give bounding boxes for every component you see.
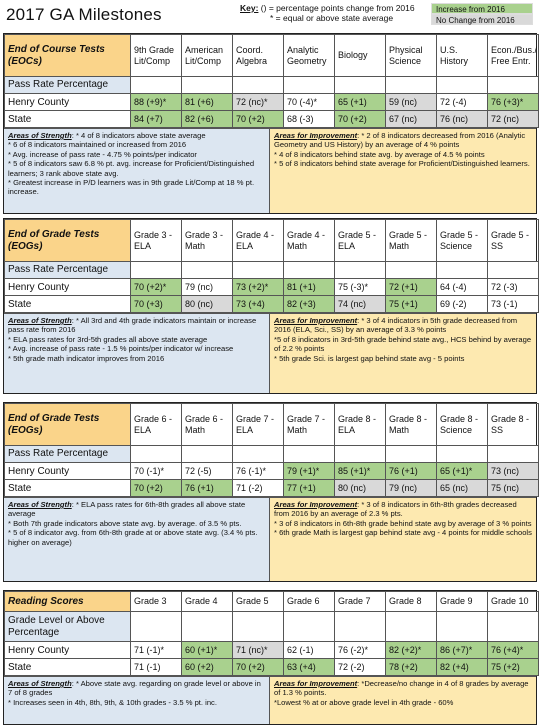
score-cell: 73 (+2)* [233, 279, 284, 296]
metric-label: Pass Rate Percentage [5, 77, 131, 94]
table-row [5, 659, 539, 676]
score-cell: 79 (nc) [386, 480, 437, 497]
score-cell: 71 (-1) [131, 659, 182, 676]
key-line-1: () = percentage points change from 2016 [258, 3, 415, 13]
improvements-note [270, 129, 536, 213]
table-row [5, 480, 539, 497]
key-box [240, 3, 415, 23]
score-cell: 70 (+2) [335, 111, 386, 128]
score-cell: 85 (+1)* [335, 463, 386, 480]
column-header: Grade 8 - SS [488, 404, 539, 446]
column-header: Econ./Bus./ Free Entr. [488, 35, 539, 77]
section-title: Reading Scores [5, 592, 131, 612]
improvements-note [270, 498, 536, 581]
page-title: 2017 GA Milestones [6, 5, 162, 24]
improvements-note-bullet: *5 of 8 indicators in 3rd-5th grade behind state avg., HCS behind by average of 2.2 % points [274, 334, 532, 354]
row-label: State [5, 296, 131, 313]
improvements-note-bullet: * 4 of 8 indicators behind state avg. by average of 4.5 % points [274, 149, 485, 159]
section-title: End of Course Tests (EOCs) [5, 35, 131, 77]
column-header: Analytic Geometry [284, 35, 335, 77]
column-header: Grade 3 - Math [182, 220, 233, 262]
column-header: Grade 7 - ELA [233, 404, 284, 446]
column-header: Grade 7 - Math [284, 404, 335, 446]
strengths-note-bullet: * Avg. increase of pass rate - 4.75 % points/per indicator [8, 149, 197, 159]
score-cell: 69 (-2) [437, 296, 488, 313]
scores-table [4, 403, 539, 497]
score-cell: 72 (nc) [488, 111, 539, 128]
improvements-note-bullet: *Lowest % at or above grade level in 4th grade - 60% [274, 697, 454, 707]
row-label: State [5, 659, 131, 676]
score-cell: 79 (+1)* [284, 463, 335, 480]
table-row [5, 296, 539, 313]
column-header: American Lit/Comp [182, 35, 233, 77]
blank-cell [233, 612, 284, 642]
score-cell: 82 (+6) [182, 111, 233, 128]
strengths-note-bullet: * Greatest increase in P/D learners was in 9th grade Lit/Comp at 18 % pt. increase. [8, 178, 255, 197]
score-cell: 65 (+1)* [437, 463, 488, 480]
column-header: Grade 4 [182, 592, 233, 612]
column-header: Physical Science [386, 35, 437, 77]
column-header: Grade 8 - Math [386, 404, 437, 446]
score-cell: 64 (-4) [437, 279, 488, 296]
score-cell: 60 (+1)* [182, 642, 233, 659]
blank-cell [335, 262, 386, 279]
blank-cell [386, 446, 437, 463]
improvements-note-bullet: * 6th grade Math is largest gap behind state avg - 4 points for middle schools [274, 528, 532, 538]
strengths-note-bullet: * Both 7th grade indicators above state avg. by average. of 3.5 % pts. [8, 518, 242, 528]
row-label: Henry County [5, 94, 131, 111]
score-cell: 73 (-1) [488, 296, 539, 313]
page-header [0, 0, 540, 32]
score-cell: 63 (+4) [284, 659, 335, 676]
blank-cell [488, 446, 539, 463]
column-header: Coord. Algebra [233, 35, 284, 77]
score-cell: 70 (+3) [131, 296, 182, 313]
row-label: Henry County [5, 279, 131, 296]
blank-cell [284, 446, 335, 463]
score-cell: 82 (+4) [437, 659, 488, 676]
score-cell: 77 (+1) [284, 480, 335, 497]
score-cell: 76 (-1)* [233, 463, 284, 480]
blank-cell [131, 262, 182, 279]
scores-table [4, 591, 539, 676]
score-cell: 72 (nc)* [233, 94, 284, 111]
score-cell: 82 (+3) [284, 296, 335, 313]
score-cell: 81 (+6) [182, 94, 233, 111]
strengths-note [4, 314, 270, 393]
blank-cell [182, 77, 233, 94]
blank-cell [284, 262, 335, 279]
legend-increase: Increase from 2016 [431, 3, 533, 14]
score-cell: 72 (-2) [335, 659, 386, 676]
table-row [5, 642, 539, 659]
column-header: Grade 8 [386, 592, 437, 612]
column-header: 9th Grade Lit/Comp [131, 35, 182, 77]
strengths-note-bullet: : * All 3rd and 4th grade indicators maintain or increase pass rate from 2016 [8, 316, 257, 335]
blank-cell [488, 612, 539, 642]
column-header: Grade 6 [284, 592, 335, 612]
improvements-note-bullet: * 5 of 8 indicators behind state average for Proficient/Distinguished learners. [274, 159, 530, 169]
column-header: Grade 6 - ELA [131, 404, 182, 446]
blank-cell [488, 77, 539, 94]
score-cell: 86 (+7)* [437, 642, 488, 659]
notes-panel [4, 128, 536, 213]
results-section [3, 402, 537, 582]
notes-panel [4, 497, 536, 581]
blank-cell [488, 262, 539, 279]
improvements-note-bullet: : * 3 of 8 indicators in 6th-8th grades decreased from 2016 by an average of 2.3 % pts. [274, 500, 517, 519]
blank-cell [284, 612, 335, 642]
blank-cell [437, 446, 488, 463]
blank-cell [386, 262, 437, 279]
column-header: Grade 8 - ELA [335, 404, 386, 446]
scores-table [4, 219, 539, 313]
blank-cell [233, 77, 284, 94]
score-cell: 70 (+2) [233, 659, 284, 676]
score-cell: 72 (-4) [437, 94, 488, 111]
improvements-note [270, 314, 536, 393]
blank-cell [437, 262, 488, 279]
column-header: Grade 5 - SS [488, 220, 539, 262]
row-label: Henry County [5, 463, 131, 480]
strengths-note-bullet: * 5 of 8 indicators saw 6.8 % pt. avg. increase for Proficient/Distinguished learners; 3 rank above state avg. [8, 159, 255, 178]
column-header: Grade 4 - Math [284, 220, 335, 262]
strengths-note-bullet: : * ELA pass rates for 6th-8th grades all above state average [8, 500, 246, 519]
score-cell: 78 (+2) [386, 659, 437, 676]
strengths-note [4, 498, 270, 581]
score-cell: 75 (-3)* [335, 279, 386, 296]
score-cell: 81 (+1) [284, 279, 335, 296]
score-cell: 75 (+1) [386, 296, 437, 313]
score-cell: 80 (nc) [182, 296, 233, 313]
score-cell: 73 (+4) [233, 296, 284, 313]
key-line-2: * = equal or above state average [270, 13, 394, 23]
score-cell: 72 (-5) [182, 463, 233, 480]
improvements-note-bullet: * 5th grade Sci. is largest gap behind state avg - 5 points [274, 353, 465, 363]
score-cell: 65 (+1) [335, 94, 386, 111]
score-cell: 73 (nc) [488, 463, 539, 480]
blank-cell [335, 77, 386, 94]
improvements-note-bullet: : *Decrease/no change in 4 of 8 grades by average of 1.3 % points. [274, 679, 529, 698]
blank-cell [131, 612, 182, 642]
improvements-note-bullet: : * 3 of 4 indicators in 5th grade decreased from 2016 (ELA, Sci., SS) by an average of 3.3 % points [274, 316, 518, 335]
score-cell: 76 (-2)* [335, 642, 386, 659]
column-header: Grade 5 - ELA [335, 220, 386, 262]
score-cell: 59 (nc) [386, 94, 437, 111]
notes-panel [4, 313, 536, 393]
column-header: Grade 6 - Math [182, 404, 233, 446]
score-cell: 72 (-3) [488, 279, 539, 296]
improvements-note-title: Areas for Improvement [274, 316, 358, 325]
blank-cell [386, 612, 437, 642]
row-label: State [5, 480, 131, 497]
score-cell: 70 (+2) [233, 111, 284, 128]
score-cell: 76 (+3)* [488, 94, 539, 111]
strengths-note-bullet: * ELA pass rates for 3rd-5th grades all above state average [8, 334, 208, 344]
strengths-note-bullet: : * 4 of 8 indicators above state average [71, 131, 206, 140]
legend-no-change: No Change from 2016 [431, 14, 533, 25]
blank-cell [335, 446, 386, 463]
improvements-note-title: Areas for Improvement [274, 500, 358, 509]
blank-cell [284, 77, 335, 94]
score-cell: 79 (nc) [182, 279, 233, 296]
strengths-note [4, 677, 270, 724]
score-cell: 60 (+2) [182, 659, 233, 676]
scores-table [4, 34, 539, 128]
score-cell: 71 (nc)* [233, 642, 284, 659]
key-label: Key: [240, 3, 259, 13]
improvements-note-bullet: : * 2 of 8 indicators decreased from 2016 (Analytic Geometry and US History) by an average of 4 % points [274, 131, 526, 150]
score-cell: 70 (+2) [131, 480, 182, 497]
blank-cell [131, 446, 182, 463]
metric-label: Pass Rate Percentage [5, 446, 131, 463]
score-cell: 76 (+1) [182, 480, 233, 497]
column-header: Grade 9 [437, 592, 488, 612]
score-cell: 84 (+7) [131, 111, 182, 128]
notes-panel [4, 676, 536, 724]
strengths-note-bullet: * 6 of 8 indicators maintained or increased from 2016 [8, 140, 187, 150]
blank-cell [182, 446, 233, 463]
results-section [3, 218, 537, 394]
score-cell: 82 (+2)* [386, 642, 437, 659]
column-header: Grade 5 - Science [437, 220, 488, 262]
improvements-note [270, 677, 536, 724]
strengths-note-bullet: * 5th grade math indicator improves from 2016 [8, 353, 165, 363]
results-section [3, 590, 537, 725]
strengths-note-bullet: * Avg. increase of pass rate - 1.5 % points/per indicator w/ increase [8, 344, 234, 354]
score-cell: 75 (nc) [488, 480, 539, 497]
improvements-note-bullet: * 3 of 8 indicators in 6th-8th grade behind state avg by average of 3 % points [274, 518, 532, 528]
section-title: End of Grade Tests (EOGs) [5, 404, 131, 446]
column-header: U.S. History [437, 35, 488, 77]
table-row [5, 111, 539, 128]
improvements-note-title: Areas for Improvement [274, 679, 358, 688]
column-header: Biology [335, 35, 386, 77]
color-legend [431, 3, 533, 25]
metric-label: Pass Rate Percentage [5, 262, 131, 279]
score-cell: 71 (-1)* [131, 642, 182, 659]
blank-cell [386, 77, 437, 94]
strengths-note-title: Areas of Strength [8, 679, 72, 688]
score-cell: 88 (+9)* [131, 94, 182, 111]
score-cell: 71 (-2) [233, 480, 284, 497]
blank-cell [233, 262, 284, 279]
row-label: Henry County [5, 642, 131, 659]
column-header: Grade 5 - Math [386, 220, 437, 262]
column-header: Grade 4 - ELA [233, 220, 284, 262]
column-header: Grade 7 [335, 592, 386, 612]
score-cell: 76 (+4)* [488, 642, 539, 659]
blank-cell [182, 262, 233, 279]
blank-cell [437, 612, 488, 642]
score-cell: 74 (nc) [335, 296, 386, 313]
results-section [3, 33, 537, 214]
blank-cell [437, 77, 488, 94]
strengths-note-title: Areas of Strength [8, 500, 72, 509]
score-cell: 67 (nc) [386, 111, 437, 128]
score-cell: 76 (nc) [437, 111, 488, 128]
score-cell: 65 (nc) [437, 480, 488, 497]
score-cell: 72 (+1) [386, 279, 437, 296]
column-header: Grade 3 [131, 592, 182, 612]
blank-cell [233, 446, 284, 463]
blank-cell [131, 77, 182, 94]
blank-cell [182, 612, 233, 642]
table-row [5, 463, 539, 480]
row-label: State [5, 111, 131, 128]
column-header: Grade 8 - Science [437, 404, 488, 446]
score-cell: 75 (+2) [488, 659, 539, 676]
strengths-note-bullet: * Increases seen in 4th, 8th, 9th, & 10th grades - 3.5 % pt. inc. [8, 697, 217, 707]
score-cell: 80 (nc) [335, 480, 386, 497]
blank-cell [335, 612, 386, 642]
strengths-note-bullet: : * Above state avg. regarding on grade level or above in 7 of 8 grades [8, 679, 261, 698]
score-cell: 70 (-1)* [131, 463, 182, 480]
improvements-note-title: Areas for Improvement [274, 131, 358, 140]
column-header: Grade 5 [233, 592, 284, 612]
score-cell: 76 (+1) [386, 463, 437, 480]
metric-label: Grade Level or Above Percentage [5, 612, 131, 642]
score-cell: 62 (-1) [284, 642, 335, 659]
strengths-note-title: Areas of Strength [8, 316, 72, 325]
table-row [5, 279, 539, 296]
table-row [5, 94, 539, 111]
column-header: Grade 10 [488, 592, 539, 612]
score-cell: 68 (-3) [284, 111, 335, 128]
strengths-note-title: Areas of Strength [8, 131, 72, 140]
score-cell: 70 (+2)* [131, 279, 182, 296]
score-cell: 70 (-4)* [284, 94, 335, 111]
strengths-note [4, 129, 270, 213]
strengths-note-bullet: * 5 of 8 indicator avg. from 6th-8th grade at or above state avg. (3.4 % pts. higher on average) [8, 528, 258, 547]
column-header: Grade 3 - ELA [131, 220, 182, 262]
section-title: End of Grade Tests (EOGs) [5, 220, 131, 262]
